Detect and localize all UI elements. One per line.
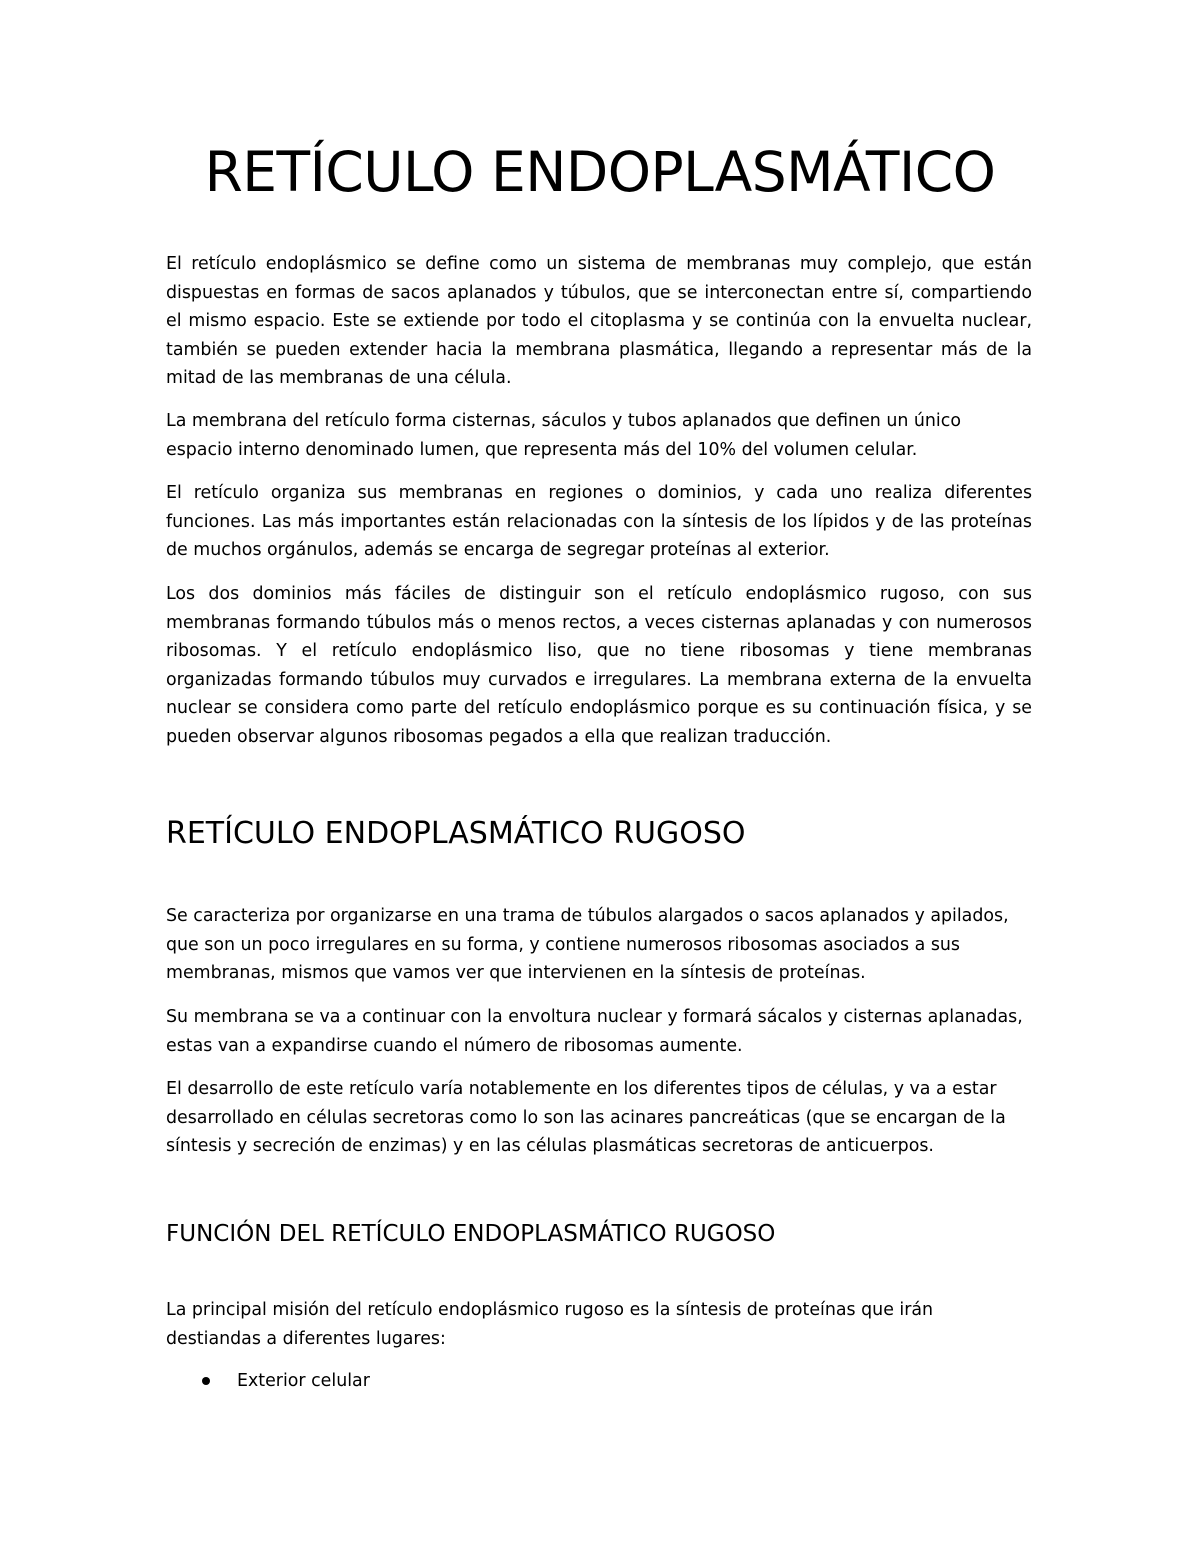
list-item	[166, 1367, 1032, 1396]
funcion-paragraph-1: La principal misión del retículo endoplásmico rugoso es la síntesis de proteínas que irán destiandas a diferentes lugares:	[166, 1300, 934, 1349]
rugoso-paragraph-2: Su membrana se va a continuar con la envoltura nuclear y formará sácalos y cisternas aplanadas, estas van a expandirse cuando el número de ribosomas aumente.	[166, 1007, 1023, 1056]
section-heading-rugoso: RETÍCULO ENDOPLASMÁTICO RUGOSO	[166, 816, 746, 851]
section-heading-funcion: FUNCIÓN DEL RETÍCULO ENDOPLASMÁTICO RUGOSO	[166, 1221, 776, 1247]
intro-paragraph-2: La membrana del retículo forma cisternas, sáculos y tubos aplanados que definen un único espacio interno denominado lumen, que representa más del 10% del volumen celular.	[166, 411, 961, 460]
intro-paragraph-4: Los dos dominios más fáciles de distinguir son el retículo endoplásmico rugoso, con sus membranas formando túbulos más o menos rectos, a veces cisternas aplanadas y con numerosos ribosomas. Y el retículo endoplásmico liso, que no tiene ribosomas y tiene membranas organizadas formando túbulos muy curvados e irregulares. La membrana externa de la envuelta nuclear se considera como parte del retículo endoplásmico porque es su continuación física, y se pueden observar algunos ribosomas pegados a ella que realizan traducción.	[166, 584, 1032, 747]
intro-paragraph-1: El retículo endoplásmico se define como un sistema de membranas muy complejo, que están dispuestas en formas de sacos aplanados y túbulos, que se interconectan entre sí, compartiendo el mismo espacio. Este se extiende por todo el citoplasma y se continúa con la envuelta nuclear, también se pueden extender hacia la membrana plasmática, llegando a representar más de la mitad de las membranas de una célula.	[166, 254, 1032, 388]
funcion-bullet-list	[166, 1367, 1032, 1396]
bullet-icon	[202, 1377, 210, 1385]
list-item-text: Exterior celular	[237, 1371, 370, 1391]
intro-paragraph-3: El retículo organiza sus membranas en regiones o dominios, y cada uno realiza diferentes funciones. Las más importantes están relacionadas con la síntesis de los lípidos y de las proteínas de muchos orgánulos, además se encarga de segregar proteínas al exterior.	[166, 483, 1032, 560]
rugoso-paragraph-1: Se caracteriza por organizarse en una trama de túbulos alargados o sacos aplanados y apilados, que son un poco irregulares en su forma, y contiene numerosos ribosomas asociados a sus membranas, mismos que vamos ver que intervienen en la síntesis de proteínas.	[166, 906, 1009, 983]
rugoso-paragraph-3: El desarrollo de este retículo varía notablemente en los diferentes tipos de células, y va a estar desarrollado en células secretoras como lo son las acinares pancreáticas (que se encargan de la síntesis y secreción de enzimas) y en las células plasmáticas secretoras de anticuerpos.	[166, 1079, 1006, 1156]
document-title: RETÍCULO ENDOPLASMÁTICO	[204, 140, 996, 204]
